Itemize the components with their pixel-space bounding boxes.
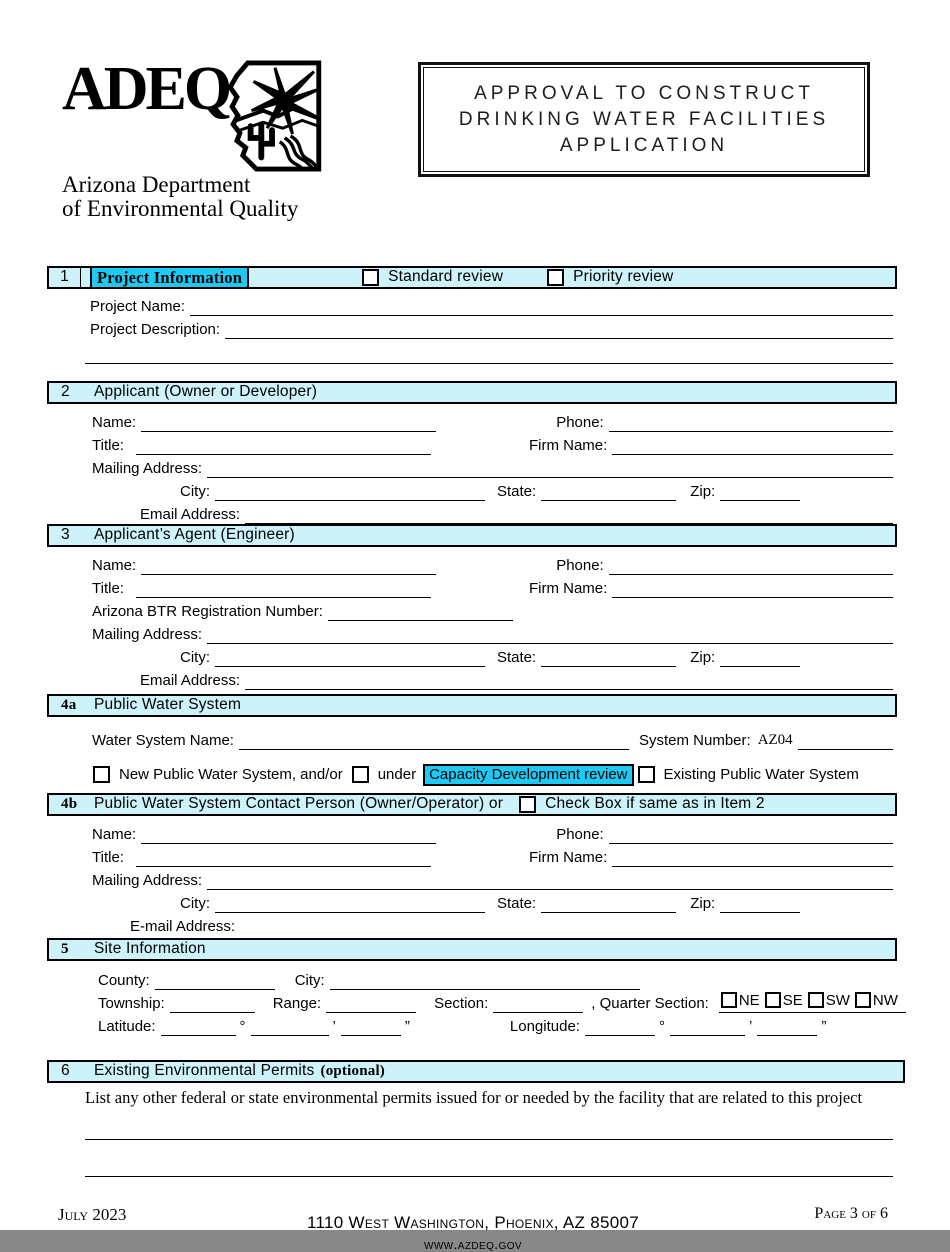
s2-email-label: Email Address: <box>140 505 241 523</box>
s4b-city-field[interactable] <box>215 894 485 913</box>
quarter-section-group <box>719 992 906 1013</box>
s4b-state-field[interactable] <box>541 894 676 913</box>
longitude-minute-symbol: ’ <box>748 1017 753 1035</box>
s4b-phone-field[interactable] <box>609 825 893 844</box>
s2-title-label: Title: <box>92 436 124 454</box>
s2-firm-field[interactable] <box>612 436 893 455</box>
s3-state-field[interactable] <box>541 648 676 667</box>
existing-pws-label: Existing Public Water System <box>663 766 859 784</box>
site-city-field[interactable] <box>330 971 640 990</box>
s3-city-label: City: <box>180 648 210 666</box>
s3-mailing-label: Mailing Address: <box>92 625 203 643</box>
project-description-label: Project Description: <box>90 320 221 338</box>
quarter-sw-checkbox[interactable] <box>808 992 824 1008</box>
quarter-section-label: , Quarter Section: <box>591 994 709 1012</box>
section3-number: 3 <box>61 526 70 544</box>
quarter-ne-checkbox[interactable] <box>721 992 737 1008</box>
s4b-mailing-field[interactable] <box>207 871 893 890</box>
quarter-nw-label: NW <box>872 991 898 1009</box>
s4b-name-field[interactable] <box>141 825 436 844</box>
section4a-number: 4a <box>61 696 77 713</box>
s2-mailing-label: Mailing Address: <box>92 459 203 477</box>
latitude-deg-field[interactable] <box>161 1017 236 1036</box>
footer-website: www.azdeq.gov <box>424 1235 522 1252</box>
form-title-line2: DRINKING WATER FACILITIES <box>458 109 830 130</box>
quarter-se-label: SE <box>782 991 803 1009</box>
s4b-firm-label: Firm Name: <box>528 848 608 866</box>
section2-header <box>47 381 897 404</box>
section4b-header <box>47 793 897 816</box>
section5-number: 5 <box>61 940 69 957</box>
latitude-minute-symbol: ’ <box>332 1017 336 1035</box>
s4b-mailing-label: Mailing Address: <box>92 871 203 889</box>
longitude-min-field[interactable] <box>670 1017 745 1036</box>
s2-name-label: Name: <box>92 413 137 431</box>
permits-field-line2[interactable] <box>85 1176 893 1177</box>
s3-btr-field[interactable] <box>328 602 513 621</box>
s2-firm-label: Firm Name: <box>528 436 608 454</box>
logo-dept-line2: of Environmental Quality <box>62 196 299 222</box>
section2-number: 2 <box>61 383 70 401</box>
quarter-se-checkbox[interactable] <box>765 992 781 1008</box>
s3-zip-field[interactable] <box>720 648 800 667</box>
standard-review-label: Standard review <box>388 268 504 286</box>
new-pws-label: New Public Water System, and/or <box>119 766 343 784</box>
s2-city-label: City: <box>180 482 210 500</box>
s3-firm-label: Firm Name: <box>528 579 608 597</box>
capacity-development-highlight: Capacity Development review <box>423 764 633 786</box>
form-title-box <box>418 62 870 177</box>
s2-zip-label: Zip: <box>690 482 716 500</box>
section-label: Section: <box>434 994 489 1012</box>
s2-phone-label: Phone: <box>556 413 604 431</box>
section6-header <box>47 1060 905 1083</box>
latitude-min-field[interactable] <box>251 1017 329 1036</box>
footer-address: 1110 West Washington, Phoenix, AZ 85007 <box>306 1212 639 1232</box>
s4b-name-label: Name: <box>92 825 137 843</box>
section3-header <box>47 524 897 547</box>
logo-dept-line1: Arizona Department <box>62 172 251 197</box>
section6-number: 6 <box>61 1062 70 1080</box>
section3-title: Applicant’s Agent (Engineer) <box>94 526 295 544</box>
project-name-label: Project Name: <box>90 297 186 315</box>
s3-btr-label: Arizona BTR Registration Number: <box>92 602 323 620</box>
quarter-nw-checkbox[interactable] <box>855 992 871 1008</box>
water-system-name-field[interactable] <box>239 731 629 750</box>
longitude-label: Longitude: <box>509 1017 580 1035</box>
s4b-title-field[interactable] <box>136 848 431 867</box>
s4b-state-label: State: <box>497 894 537 912</box>
form-title-line1: APPROVAL TO CONSTRUCT <box>474 83 814 104</box>
longitude-degree-symbol: ° <box>658 1017 665 1035</box>
s4b-zip-field[interactable] <box>720 894 800 913</box>
quarter-sw-label: SW <box>825 991 850 1009</box>
section5-title: Site Information <box>94 940 206 958</box>
s2-state-field[interactable] <box>541 482 676 501</box>
township-field[interactable] <box>170 994 255 1013</box>
footer-page-number: Page 3 of 6 <box>814 1204 888 1222</box>
section2-title: Applicant (Owner or Developer) <box>94 383 318 401</box>
section1-number: 1 <box>49 268 81 287</box>
system-number-label: System Number: <box>638 731 751 749</box>
county-field[interactable] <box>155 971 275 990</box>
priority-review-checkbox[interactable] <box>547 269 564 286</box>
s4b-title-label: Title: <box>92 848 124 866</box>
s3-firm-field[interactable] <box>612 579 893 598</box>
s4b-zip-label: Zip: <box>690 894 716 912</box>
s3-phone-label: Phone: <box>556 556 604 574</box>
system-number-field[interactable] <box>798 731 893 750</box>
project-name-field[interactable] <box>190 297 893 316</box>
section4b-title: Public Water System Contact Person (Owner/Operator) or <box>94 795 504 813</box>
page-header <box>0 0 950 221</box>
page-footer <box>58 1205 888 1252</box>
same-as-item2-label: Check Box if same as in Item 2 <box>545 795 765 813</box>
s4b-email-label: E-mail Address: <box>130 917 236 935</box>
water-system-name-label: Water System Name: <box>92 731 234 749</box>
latitude-second-symbol: ” <box>404 1017 410 1035</box>
section4a-title: Public Water System <box>94 696 242 714</box>
s4b-firm-field[interactable] <box>612 848 893 867</box>
section6-instruction: List any other federal or state environmental permits issued for or needed by the facility that are related to this project <box>85 1087 863 1107</box>
s2-phone-field[interactable] <box>609 413 893 432</box>
adeq-logo-text: ADEQ <box>62 55 230 123</box>
s2-mailing-field[interactable] <box>207 459 893 478</box>
county-label: County: <box>98 971 150 989</box>
section1-title-highlight: Project Information <box>90 266 249 289</box>
quarter-ne-label: NE <box>738 991 760 1009</box>
footer-date: July 2023 <box>58 1204 127 1224</box>
existing-pws-checkbox[interactable] <box>638 766 655 783</box>
project-description-field-line2[interactable] <box>85 363 893 364</box>
s3-name-label: Name: <box>92 556 137 574</box>
s2-title-field[interactable] <box>136 436 431 455</box>
section1-header <box>47 266 897 289</box>
latitude-label: Latitude: <box>98 1017 156 1035</box>
section4b-number: 4b <box>61 795 78 812</box>
s3-email-label: Email Address: <box>140 671 241 689</box>
range-field[interactable] <box>326 994 416 1013</box>
s4b-city-label: City: <box>180 894 210 912</box>
s2-state-label: State: <box>497 482 537 500</box>
latitude-sec-field[interactable] <box>341 1017 401 1036</box>
project-description-field[interactable] <box>225 320 893 339</box>
latitude-degree-symbol: ° <box>239 1017 246 1035</box>
s3-title-field[interactable] <box>136 579 431 598</box>
under-label: under <box>377 766 417 784</box>
s3-title-label: Title: <box>92 579 124 597</box>
system-number-prefix: AZ04 <box>757 731 793 748</box>
section5-header <box>47 938 897 961</box>
township-label: Township: <box>98 994 165 1012</box>
s3-mailing-field[interactable] <box>207 625 893 644</box>
same-as-item2-checkbox[interactable] <box>519 796 536 813</box>
longitude-deg-field[interactable] <box>585 1017 655 1036</box>
section-field[interactable] <box>493 994 583 1013</box>
longitude-second-symbol: ” <box>821 1017 827 1035</box>
range-label: Range: <box>272 994 322 1012</box>
s3-email-field[interactable] <box>245 671 893 690</box>
priority-review-label: Priority review <box>573 268 674 286</box>
section6-title: Existing Environmental Permits <box>94 1062 315 1080</box>
section4a-header <box>47 694 897 717</box>
adeq-logo <box>62 55 323 222</box>
arizona-state-icon <box>223 60 323 172</box>
s2-city-field[interactable] <box>215 482 485 501</box>
s3-city-field[interactable] <box>215 648 485 667</box>
s3-phone-field[interactable] <box>609 556 893 575</box>
standard-review-checkbox[interactable] <box>362 269 379 286</box>
s2-zip-field[interactable] <box>720 482 800 501</box>
s4b-phone-label: Phone: <box>556 825 604 843</box>
section6-optional-label: (optional) <box>320 1062 386 1079</box>
s2-name-field[interactable] <box>141 413 436 432</box>
new-pws-checkbox[interactable] <box>93 766 110 783</box>
under-capacity-checkbox[interactable] <box>352 766 369 783</box>
site-city-label: City: <box>294 971 325 989</box>
longitude-sec-field[interactable] <box>757 1017 817 1036</box>
s3-state-label: State: <box>497 648 537 666</box>
form-title-line3: APPLICATION <box>559 135 729 156</box>
s2-email-field[interactable] <box>245 505 893 524</box>
s3-zip-label: Zip: <box>690 648 716 666</box>
permits-field-line1[interactable] <box>85 1139 893 1140</box>
s3-name-field[interactable] <box>141 556 436 575</box>
